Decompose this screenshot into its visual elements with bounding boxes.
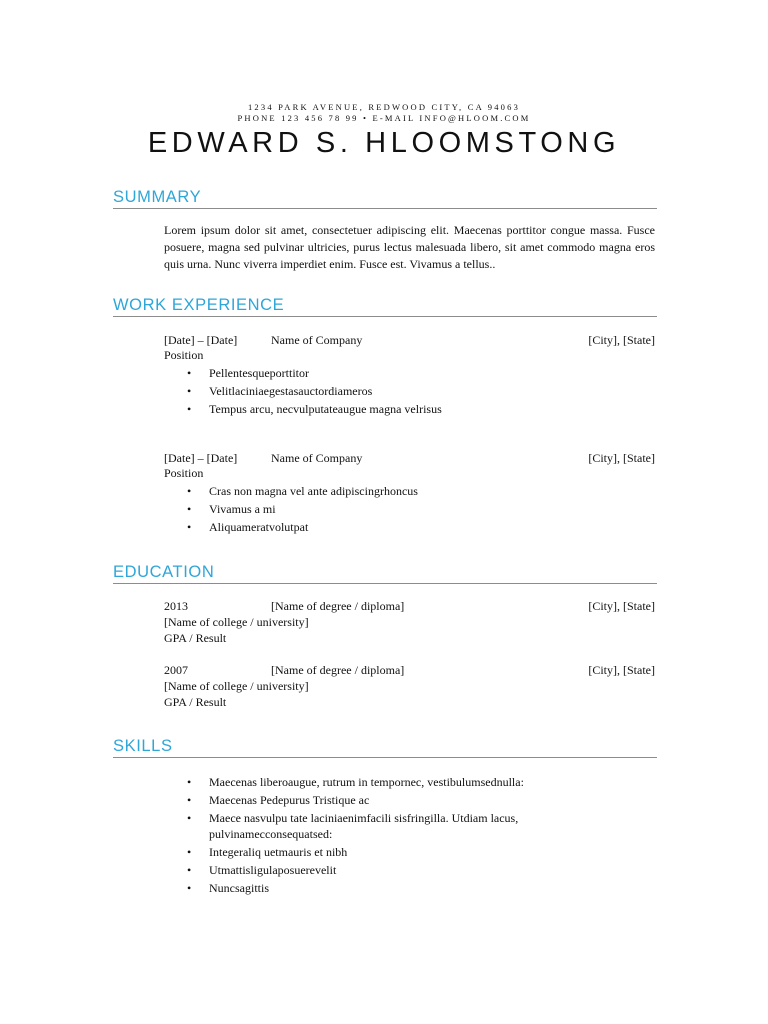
- education-location: [City], [State]: [588, 663, 655, 677]
- education-result: GPA / Result: [164, 695, 227, 709]
- bullet-icon: •: [187, 484, 192, 498]
- list-item-text: Maecenas Pedepurus Tristique ac: [209, 793, 370, 807]
- list-item: [164, 810, 524, 842]
- education-row: [164, 598, 655, 614]
- list-item-text: Integeraliq uetmauris et nibh: [209, 845, 348, 859]
- list-item: [164, 482, 564, 500]
- phone-email-line: PHONE 123 456 78 99 • E-MAIL INFO@HLOOM.COM: [237, 113, 531, 123]
- summary-text: Lorem ipsum dolor sit amet, consectetuer adipiscing elit. Maecenas porttitor congue massa. Fusce posuere, magna sed pulvinar ultricies, purus lectus malesuada libero, sit amet commodo magna eros quis urna. Nunc viverra imperdiet enim. Fusce est. Vivamus a tellus..: [164, 223, 655, 271]
- bullet-icon: •: [187, 811, 192, 825]
- job-position: Position: [164, 466, 204, 480]
- education-year: 2013: [164, 599, 188, 613]
- list-item-text: Nuncsagittis: [209, 881, 269, 895]
- job-company: Name of Company: [271, 451, 363, 465]
- list-item-text: Velitlaciniaegestasauctordiameros: [209, 384, 373, 398]
- job-date: [Date] – [Date]: [164, 451, 238, 465]
- education-school: [Name of college / university]: [164, 615, 309, 629]
- bullet-icon: •: [187, 845, 192, 859]
- list-item: [164, 364, 564, 382]
- bullet-icon: •: [187, 863, 192, 877]
- skills-list: [164, 773, 524, 897]
- bullet-icon: •: [187, 881, 192, 895]
- list-item-text: Aliquameratvolutpat: [209, 520, 309, 534]
- list-item: [164, 861, 524, 879]
- education-school: [Name of college / university]: [164, 679, 309, 693]
- list-item: [164, 843, 524, 861]
- job-bullet-list: [164, 364, 564, 418]
- job-row: [164, 332, 655, 348]
- job-location: [City], [State]: [588, 333, 655, 347]
- job-bullet-list: [164, 482, 564, 536]
- job-date: [Date] – [Date]: [164, 333, 238, 347]
- education-heading: EDUCATION: [113, 561, 657, 584]
- address-line: 1234 PARK AVENUE, REDWOOD CITY, CA 94063: [247, 102, 521, 112]
- list-item: [164, 400, 564, 418]
- list-item: [164, 879, 524, 897]
- list-item: [164, 382, 564, 400]
- list-item-text: Maece nasvulpu tate laciniaenimfacili sisfringilla. Utdiam lacus, pulvinamecconsequatsed:: [209, 811, 519, 841]
- job-company: Name of Company: [271, 333, 363, 347]
- job-position: Position: [164, 348, 204, 362]
- education-result: GPA / Result: [164, 631, 227, 645]
- skills-heading: SKILLS: [113, 735, 657, 758]
- bullet-icon: •: [187, 775, 192, 789]
- list-item-text: Maecenas liberoaugue, rutrum in tempornec, vestibulumsednulla:: [209, 775, 524, 789]
- bullet-icon: •: [187, 520, 192, 534]
- education-row: [164, 662, 655, 678]
- list-item-text: Vivamus a mi: [209, 502, 276, 516]
- list-item-text: Utmattisligulaposuerevelit: [209, 863, 337, 877]
- bullet-icon: •: [187, 384, 192, 398]
- work-experience-heading: WORK EXPERIENCE: [113, 294, 657, 317]
- list-item: [164, 500, 564, 518]
- bullet-icon: •: [187, 366, 192, 380]
- list-item-text: Pellentesqueporttitor: [209, 366, 309, 380]
- job-row: [164, 450, 655, 466]
- summary-heading: SUMMARY: [113, 186, 657, 209]
- bullet-icon: •: [187, 502, 192, 516]
- education-year: 2007: [164, 663, 188, 677]
- education-degree: [Name of degree / diploma]: [271, 663, 405, 677]
- bullet-icon: •: [187, 793, 192, 807]
- list-item: [164, 518, 564, 536]
- list-item: [164, 791, 524, 809]
- job-location: [City], [State]: [588, 451, 655, 465]
- candidate-name: EDWARD S. HLOOMSTONG: [147, 127, 621, 159]
- bullet-icon: •: [187, 402, 192, 416]
- list-item: [164, 773, 524, 791]
- list-item-text: Cras non magna vel ante adipiscingrhoncus: [209, 484, 418, 498]
- list-item-text: Tempus arcu, necvulputateaugue magna velrisus: [209, 402, 442, 416]
- education-degree: [Name of degree / diploma]: [271, 599, 405, 613]
- education-location: [City], [State]: [588, 599, 655, 613]
